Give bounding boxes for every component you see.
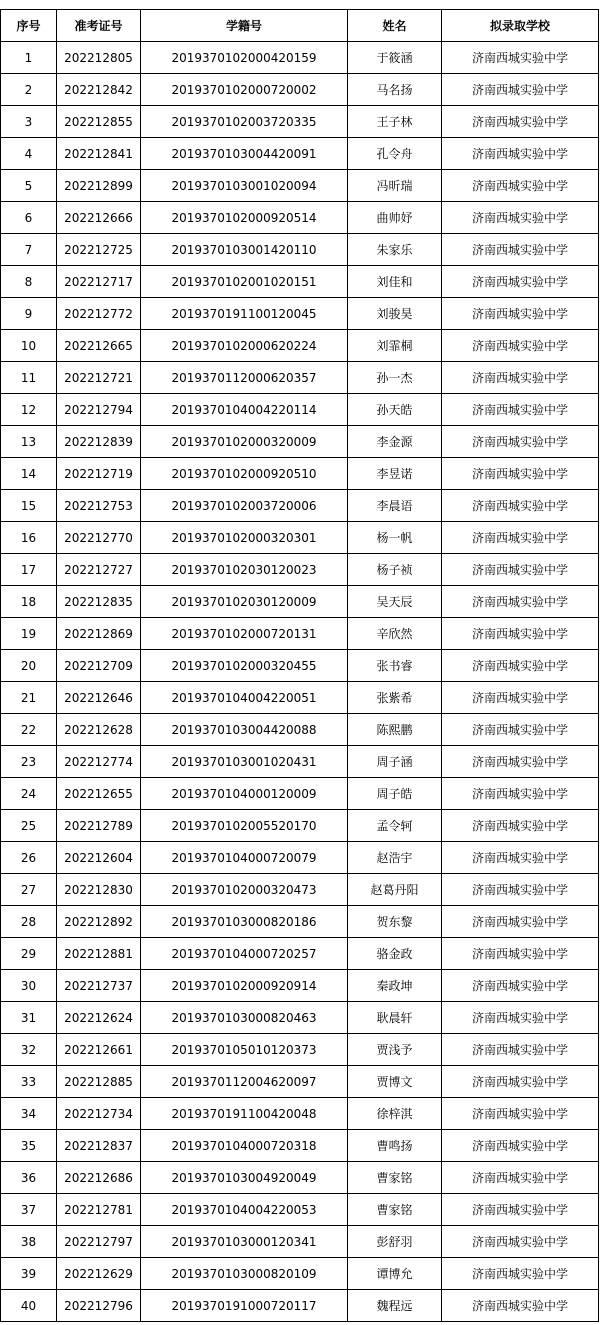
- cell-school: 济南西城实验中学: [442, 298, 599, 330]
- cell-student-id: 2019370103004920049: [141, 1162, 348, 1194]
- cell-exam-no: 202212797: [57, 1226, 141, 1258]
- cell-student-id: 2019370103000820109: [141, 1258, 348, 1290]
- cell-exam-no: 202212794: [57, 394, 141, 426]
- table-row: [1, 1194, 599, 1226]
- cell-student-id: 2019370103001020431: [141, 746, 348, 778]
- cell-exam-no: 202212805: [57, 42, 141, 74]
- table-row: [1, 1226, 599, 1258]
- cell-exam-no: 202212772: [57, 298, 141, 330]
- cell-exam-no: 202212727: [57, 554, 141, 586]
- cell-name: 张紫希: [348, 682, 442, 714]
- cell-name: 曹鸣扬: [348, 1130, 442, 1162]
- table-row: [1, 906, 599, 938]
- cell-exam-no: 202212753: [57, 490, 141, 522]
- cell-exam-no: 202212719: [57, 458, 141, 490]
- cell-student-id: 2019370104000120009: [141, 778, 348, 810]
- cell-school: 济南西城实验中学: [442, 1194, 599, 1226]
- cell-student-id: 2019370103004420091: [141, 138, 348, 170]
- cell-name: 马名扬: [348, 74, 442, 106]
- cell-seq: 25: [1, 810, 57, 842]
- cell-student-id: 2019370102030120023: [141, 554, 348, 586]
- cell-school: 济南西城实验中学: [442, 1258, 599, 1290]
- table-row: [1, 682, 599, 714]
- cell-seq: 20: [1, 650, 57, 682]
- cell-exam-no: 202212837: [57, 1130, 141, 1162]
- cell-exam-no: 202212737: [57, 970, 141, 1002]
- table-row: [1, 202, 599, 234]
- cell-name: 刘霏桐: [348, 330, 442, 362]
- table-row: [1, 1098, 599, 1130]
- cell-student-id: 2019370112004620097: [141, 1066, 348, 1098]
- cell-school: 济南西城实验中学: [442, 1002, 599, 1034]
- cell-name: 赵浩宇: [348, 842, 442, 874]
- cell-seq: 30: [1, 970, 57, 1002]
- cell-seq: 2: [1, 74, 57, 106]
- cell-name: 曲帅妤: [348, 202, 442, 234]
- cell-seq: 29: [1, 938, 57, 970]
- cell-name: 刘佳和: [348, 266, 442, 298]
- table-row: [1, 330, 599, 362]
- cell-school: 济南西城实验中学: [442, 138, 599, 170]
- cell-name: 孙一杰: [348, 362, 442, 394]
- cell-school: 济南西城实验中学: [442, 714, 599, 746]
- cell-school: 济南西城实验中学: [442, 202, 599, 234]
- cell-seq: 3: [1, 106, 57, 138]
- table-row: [1, 170, 599, 202]
- cell-exam-no: 202212665: [57, 330, 141, 362]
- table-row: [1, 746, 599, 778]
- cell-student-id: 2019370103000820186: [141, 906, 348, 938]
- cell-seq: 32: [1, 1034, 57, 1066]
- cell-name: 李晨语: [348, 490, 442, 522]
- table-row: [1, 490, 599, 522]
- cell-school: 济南西城实验中学: [442, 522, 599, 554]
- admission-table: [0, 9, 599, 1322]
- cell-name: 孔令舟: [348, 138, 442, 170]
- cell-school: 济南西城实验中学: [442, 1098, 599, 1130]
- cell-exam-no: 202212661: [57, 1034, 141, 1066]
- cell-exam-no: 202212717: [57, 266, 141, 298]
- cell-school: 济南西城实验中学: [442, 394, 599, 426]
- cell-name: 张书睿: [348, 650, 442, 682]
- cell-school: 济南西城实验中学: [442, 682, 599, 714]
- cell-exam-no: 202212899: [57, 170, 141, 202]
- table-row: [1, 1066, 599, 1098]
- table-row: [1, 1002, 599, 1034]
- table-row: [1, 266, 599, 298]
- cell-school: 济南西城实验中学: [442, 746, 599, 778]
- cell-name: 曹家铭: [348, 1162, 442, 1194]
- cell-name: 贾浅予: [348, 1034, 442, 1066]
- cell-student-id: 2019370102000420159: [141, 42, 348, 74]
- cell-school: 济南西城实验中学: [442, 810, 599, 842]
- table-body: [1, 42, 599, 1322]
- cell-student-id: 2019370102003720006: [141, 490, 348, 522]
- table-row: [1, 586, 599, 618]
- cell-student-id: 2019370103001420110: [141, 234, 348, 266]
- cell-student-id: 2019370102000720131: [141, 618, 348, 650]
- cell-exam-no: 202212789: [57, 810, 141, 842]
- cell-name: 彭舒羽: [348, 1226, 442, 1258]
- table-row: [1, 970, 599, 1002]
- cell-school: 济南西城实验中学: [442, 330, 599, 362]
- table-row: [1, 778, 599, 810]
- cell-name: 陈熙鹏: [348, 714, 442, 746]
- cell-seq: 17: [1, 554, 57, 586]
- table-row: [1, 74, 599, 106]
- cell-seq: 36: [1, 1162, 57, 1194]
- cell-student-id: 2019370102000320473: [141, 874, 348, 906]
- cell-name: 孙天皓: [348, 394, 442, 426]
- table-row: [1, 138, 599, 170]
- header-school: 拟录取学校: [442, 10, 599, 42]
- cell-exam-no: 202212628: [57, 714, 141, 746]
- cell-school: 济南西城实验中学: [442, 234, 599, 266]
- cell-seq: 7: [1, 234, 57, 266]
- cell-seq: 23: [1, 746, 57, 778]
- table-row: [1, 234, 599, 266]
- cell-school: 济南西城实验中学: [442, 170, 599, 202]
- cell-school: 济南西城实验中学: [442, 458, 599, 490]
- cell-seq: 4: [1, 138, 57, 170]
- cell-student-id: 2019370102000320009: [141, 426, 348, 458]
- cell-school: 济南西城实验中学: [442, 778, 599, 810]
- cell-exam-no: 202212770: [57, 522, 141, 554]
- cell-name: 曹家铭: [348, 1194, 442, 1226]
- cell-student-id: 2019370102000920514: [141, 202, 348, 234]
- cell-seq: 27: [1, 874, 57, 906]
- cell-name: 周子涵: [348, 746, 442, 778]
- cell-student-id: 2019370102000320455: [141, 650, 348, 682]
- cell-exam-no: 202212885: [57, 1066, 141, 1098]
- cell-exam-no: 202212869: [57, 618, 141, 650]
- cell-school: 济南西城实验中学: [442, 266, 599, 298]
- cell-school: 济南西城实验中学: [442, 1034, 599, 1066]
- cell-exam-no: 202212666: [57, 202, 141, 234]
- cell-school: 济南西城实验中学: [442, 1130, 599, 1162]
- cell-seq: 16: [1, 522, 57, 554]
- cell-name: 徐梓淇: [348, 1098, 442, 1130]
- cell-exam-no: 202212604: [57, 842, 141, 874]
- cell-name: 于筱涵: [348, 42, 442, 74]
- cell-seq: 35: [1, 1130, 57, 1162]
- cell-name: 骆金政: [348, 938, 442, 970]
- cell-school: 济南西城实验中学: [442, 74, 599, 106]
- cell-student-id: 2019370104004220114: [141, 394, 348, 426]
- cell-student-id: 2019370103000120341: [141, 1226, 348, 1258]
- table-row: [1, 842, 599, 874]
- cell-name: 周子皓: [348, 778, 442, 810]
- cell-exam-no: 202212892: [57, 906, 141, 938]
- table-row: [1, 650, 599, 682]
- cell-exam-no: 202212842: [57, 74, 141, 106]
- cell-seq: 34: [1, 1098, 57, 1130]
- cell-name: 孟令轲: [348, 810, 442, 842]
- table-row: [1, 618, 599, 650]
- cell-student-id: 2019370102000920914: [141, 970, 348, 1002]
- cell-exam-no: 202212709: [57, 650, 141, 682]
- cell-student-id: 2019370102000320301: [141, 522, 348, 554]
- cell-student-id: 2019370191000720117: [141, 1290, 348, 1322]
- cell-seq: 21: [1, 682, 57, 714]
- cell-name: 赵葛丹阳: [348, 874, 442, 906]
- cell-school: 济南西城实验中学: [442, 618, 599, 650]
- cell-name: 吴天辰: [348, 586, 442, 618]
- header-exam-no: 准考证号: [57, 10, 141, 42]
- cell-seq: 13: [1, 426, 57, 458]
- cell-student-id: 2019370112000620357: [141, 362, 348, 394]
- cell-student-id: 2019370104000720079: [141, 842, 348, 874]
- cell-name: 谭博允: [348, 1258, 442, 1290]
- cell-student-id: 2019370103001020094: [141, 170, 348, 202]
- cell-seq: 22: [1, 714, 57, 746]
- table-row: [1, 394, 599, 426]
- cell-name: 贺东黎: [348, 906, 442, 938]
- cell-seq: 10: [1, 330, 57, 362]
- table-row: [1, 458, 599, 490]
- cell-seq: 14: [1, 458, 57, 490]
- table-row: [1, 426, 599, 458]
- cell-seq: 33: [1, 1066, 57, 1098]
- cell-name: 冯昕瑞: [348, 170, 442, 202]
- cell-seq: 12: [1, 394, 57, 426]
- cell-student-id: 2019370102005520170: [141, 810, 348, 842]
- table-row: [1, 1290, 599, 1322]
- cell-exam-no: 202212839: [57, 426, 141, 458]
- cell-seq: 40: [1, 1290, 57, 1322]
- cell-seq: 5: [1, 170, 57, 202]
- cell-student-id: 2019370103000820463: [141, 1002, 348, 1034]
- cell-student-id: 2019370102000620224: [141, 330, 348, 362]
- cell-exam-no: 202212624: [57, 1002, 141, 1034]
- table-row: [1, 810, 599, 842]
- cell-school: 济南西城实验中学: [442, 650, 599, 682]
- cell-name: 朱家乐: [348, 234, 442, 266]
- cell-school: 济南西城实验中学: [442, 106, 599, 138]
- cell-seq: 24: [1, 778, 57, 810]
- cell-student-id: 2019370102001020151: [141, 266, 348, 298]
- table-row: [1, 938, 599, 970]
- cell-school: 济南西城实验中学: [442, 874, 599, 906]
- table-row: [1, 714, 599, 746]
- cell-student-id: 2019370104000720257: [141, 938, 348, 970]
- table-row: [1, 1034, 599, 1066]
- cell-seq: 11: [1, 362, 57, 394]
- cell-school: 济南西城实验中学: [442, 426, 599, 458]
- table-header: [1, 10, 599, 42]
- cell-name: 魏程远: [348, 1290, 442, 1322]
- cell-seq: 6: [1, 202, 57, 234]
- cell-exam-no: 202212830: [57, 874, 141, 906]
- cell-seq: 18: [1, 586, 57, 618]
- cell-seq: 28: [1, 906, 57, 938]
- cell-school: 济南西城实验中学: [442, 906, 599, 938]
- table-row: [1, 362, 599, 394]
- cell-school: 济南西城实验中学: [442, 1290, 599, 1322]
- cell-name: 王子林: [348, 106, 442, 138]
- cell-school: 济南西城实验中学: [442, 586, 599, 618]
- cell-exam-no: 202212646: [57, 682, 141, 714]
- cell-school: 济南西城实验中学: [442, 42, 599, 74]
- table-row: [1, 874, 599, 906]
- cell-student-id: 2019370102030120009: [141, 586, 348, 618]
- cell-school: 济南西城实验中学: [442, 1226, 599, 1258]
- cell-seq: 37: [1, 1194, 57, 1226]
- cell-exam-no: 202212774: [57, 746, 141, 778]
- cell-student-id: 2019370105010120373: [141, 1034, 348, 1066]
- cell-name: 辛欣然: [348, 618, 442, 650]
- cell-name: 秦政坤: [348, 970, 442, 1002]
- cell-seq: 15: [1, 490, 57, 522]
- table-row: [1, 42, 599, 74]
- cell-school: 济南西城实验中学: [442, 970, 599, 1002]
- cell-school: 济南西城实验中学: [442, 490, 599, 522]
- cell-student-id: 2019370102000720002: [141, 74, 348, 106]
- cell-seq: 8: [1, 266, 57, 298]
- cell-school: 济南西城实验中学: [442, 938, 599, 970]
- cell-name: 杨一帆: [348, 522, 442, 554]
- cell-exam-no: 202212881: [57, 938, 141, 970]
- cell-exam-no: 202212725: [57, 234, 141, 266]
- cell-name: 刘骏昊: [348, 298, 442, 330]
- cell-seq: 26: [1, 842, 57, 874]
- cell-seq: 39: [1, 1258, 57, 1290]
- header-seq: 序号: [1, 10, 57, 42]
- table-row: [1, 298, 599, 330]
- cell-exam-no: 202212734: [57, 1098, 141, 1130]
- cell-student-id: 2019370102000920510: [141, 458, 348, 490]
- cell-student-id: 2019370104000720318: [141, 1130, 348, 1162]
- cell-school: 济南西城实验中学: [442, 554, 599, 586]
- cell-student-id: 2019370103004420088: [141, 714, 348, 746]
- cell-exam-no: 202212796: [57, 1290, 141, 1322]
- cell-student-id: 2019370104004220051: [141, 682, 348, 714]
- cell-school: 济南西城实验中学: [442, 362, 599, 394]
- header-student-id: 学籍号: [141, 10, 348, 42]
- cell-name: 杨子祯: [348, 554, 442, 586]
- cell-name: 贾博文: [348, 1066, 442, 1098]
- cell-seq: 38: [1, 1226, 57, 1258]
- cell-exam-no: 202212855: [57, 106, 141, 138]
- cell-exam-no: 202212686: [57, 1162, 141, 1194]
- cell-student-id: 2019370102003720335: [141, 106, 348, 138]
- cell-name: 耿晨轩: [348, 1002, 442, 1034]
- cell-exam-no: 202212629: [57, 1258, 141, 1290]
- table-row: [1, 522, 599, 554]
- header-row: [1, 10, 599, 42]
- cell-name: 李金源: [348, 426, 442, 458]
- table-row: [1, 554, 599, 586]
- cell-school: 济南西城实验中学: [442, 1066, 599, 1098]
- cell-school: 济南西城实验中学: [442, 1162, 599, 1194]
- cell-exam-no: 202212721: [57, 362, 141, 394]
- cell-exam-no: 202212781: [57, 1194, 141, 1226]
- table-row: [1, 106, 599, 138]
- cell-seq: 31: [1, 1002, 57, 1034]
- cell-student-id: 2019370104004220053: [141, 1194, 348, 1226]
- cell-student-id: 2019370191100120045: [141, 298, 348, 330]
- cell-name: 李昱诺: [348, 458, 442, 490]
- table-row: [1, 1130, 599, 1162]
- cell-seq: 1: [1, 42, 57, 74]
- cell-exam-no: 202212841: [57, 138, 141, 170]
- cell-seq: 9: [1, 298, 57, 330]
- cell-exam-no: 202212835: [57, 586, 141, 618]
- cell-exam-no: 202212655: [57, 778, 141, 810]
- table-row: [1, 1258, 599, 1290]
- cell-seq: 19: [1, 618, 57, 650]
- cell-school: 济南西城实验中学: [442, 842, 599, 874]
- cell-student-id: 2019370191100420048: [141, 1098, 348, 1130]
- table-row: [1, 1162, 599, 1194]
- header-name: 姓名: [348, 10, 442, 42]
